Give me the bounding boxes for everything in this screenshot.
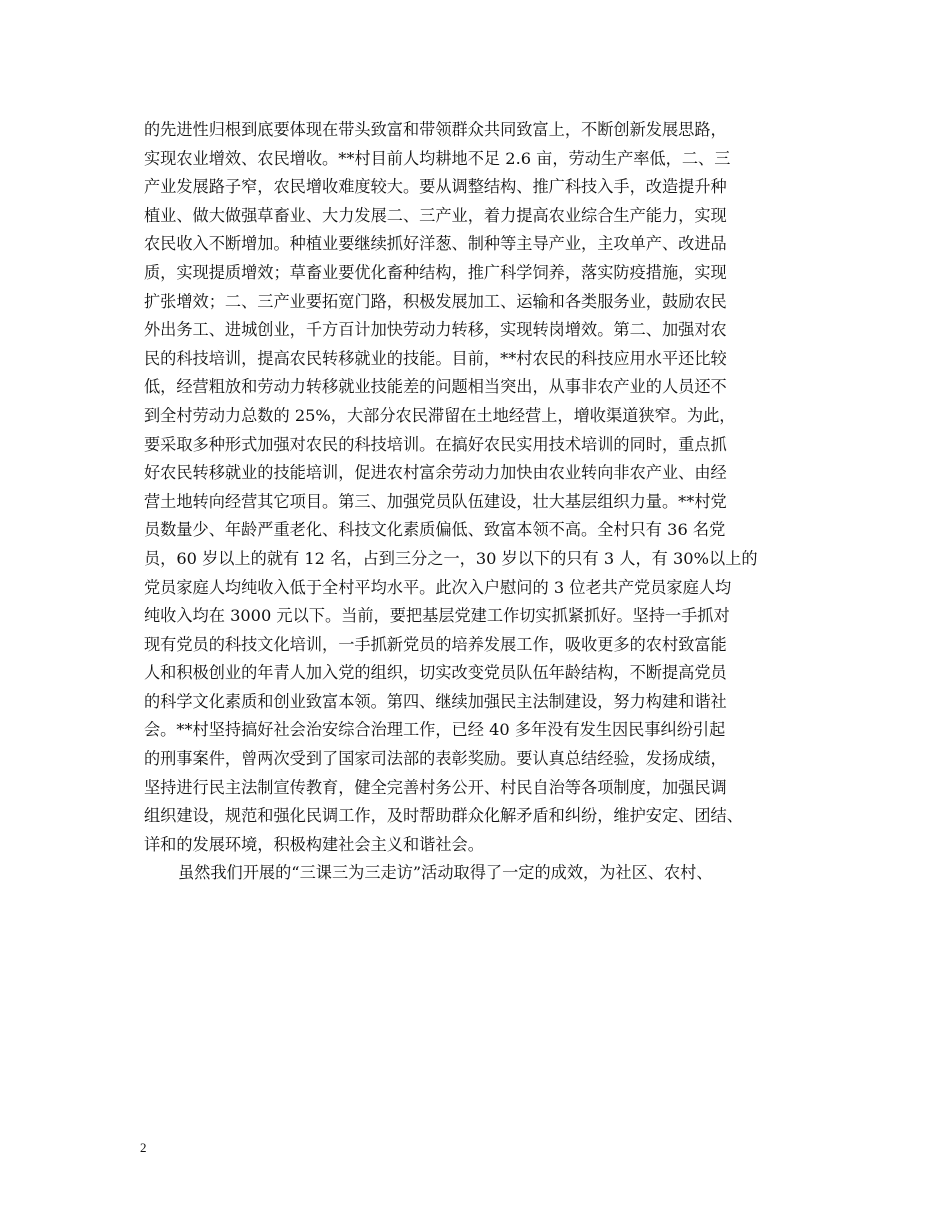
text-line: 质，实现提质增效；草畜业要优化畜种结构，推广科学饲养，落实防疫措施，实现 [144,262,727,282]
text-line: 的先进性归根到底要体现在带头致富和带领群众共同致富上，不断创新发展思路， [144,120,727,139]
text-line: 党员家庭人均纯收入低于全村平均水平。此次入户慰问的 3 位老共产党员家庭人均 [144,577,732,597]
text-line: 坚持进行民主法制宣传教育，健全完善村务公开、村民自治等各项制度，加强民调 [144,777,727,797]
text-line: 好农民转移就业的技能培训，促进农村富余劳动力加快由农业转向非农产业、由经 [144,463,727,483]
text-line: 纯收入均在 3000 元以下。当前，要把基层党建工作切实抓紧抓好。坚持一手抓对 [144,606,730,626]
text-line: 低，经营粗放和劳动力转移就业技能差的问题相当突出，从事非农产业的人员还不 [144,377,727,397]
text-line: 的科学文化素质和创业致富本领。第四、继续加强民主法制建设，努力构建和谐社 [144,691,727,711]
text-line: 营土地转向经营其它项目。第三、加强党员队伍建设，壮大基层组织力量。**村党 [144,491,727,511]
text-line: 到全村劳动力总数的 25%，大部分农民滞留在土地经营上，增收渠道狭窄。为此， [144,405,736,425]
text-line: 农民收入不断增加。种植业要继续抓好洋葱、制种等主导产业，主攻单产、改进品 [144,234,727,254]
text-line: 员数量少、年龄严重老化、科技文化素质偏低、致富本领不高。全村只有 36 名党 [144,520,726,540]
text-line: 民的科技培训，提高农民转移就业的技能。目前，**村农民的科技应用水平还比较 [144,348,727,368]
text-line: 扩张增效；二、三产业要拓宽门路，积极发展加工、运输和各类服务业，鼓励农民 [144,291,727,311]
body-text [144,116,844,888]
paragraph-start-line: 虽然我们开展的“三课三为三走访”活动取得了一定的成效，为社区、农村、 [178,863,713,883]
text-line: 人和积极创业的年青人加入党的组织，切实改变党员队伍年龄结构，不断提高党员 [144,663,727,683]
text-line: 实现农业增效、农民增收。**村目前人均耕地不足 2.6 亩，劳动生产率低，二、三 [144,148,731,168]
text-line: 的刑事案件，曾两次受到了国家司法部的表彰奖励。要认真总结经验，发扬成绩， [144,749,727,769]
text-line: 现有党员的科技文化培训，一手抓新党员的培养发展工作，吸收更多的农村致富能 [144,634,727,654]
text-line: 会。**村坚持搞好社会治安综合治理工作，已经 40 多年没有发生因民事纠纷引起 [144,720,726,740]
text-line: 要采取多种形式加强对农民的科技培训。在搞好农民实用技术培训的同时，重点抓 [144,434,727,454]
text-line: 外出务工、进城创业，千方百计加快劳动力转移，实现转岗增效。第二、加强对农 [144,320,727,340]
text-line: 产业发展路子窄，农民增收难度较大。要从调整结构、推广科技入手，改造提升种 [144,177,727,197]
page-number: 2 [140,1140,147,1155]
text-line: 植业、做大做强草畜业、大力发展二、三产业，着力提高农业综合生产能力，实现 [144,205,727,225]
text-line: 组织建设，规范和强化民调工作，及时帮助群众化解矛盾和纠纷，维护安定、团结、 [144,806,743,826]
text-line: 员，60 岁以上的就有 12 名，占到三分之一，30 岁以下的只有 3 人，有 30%以上的 [144,548,758,568]
text-line: 详和的发展环境，积极构建社会主义和谐社会。 [144,834,484,854]
